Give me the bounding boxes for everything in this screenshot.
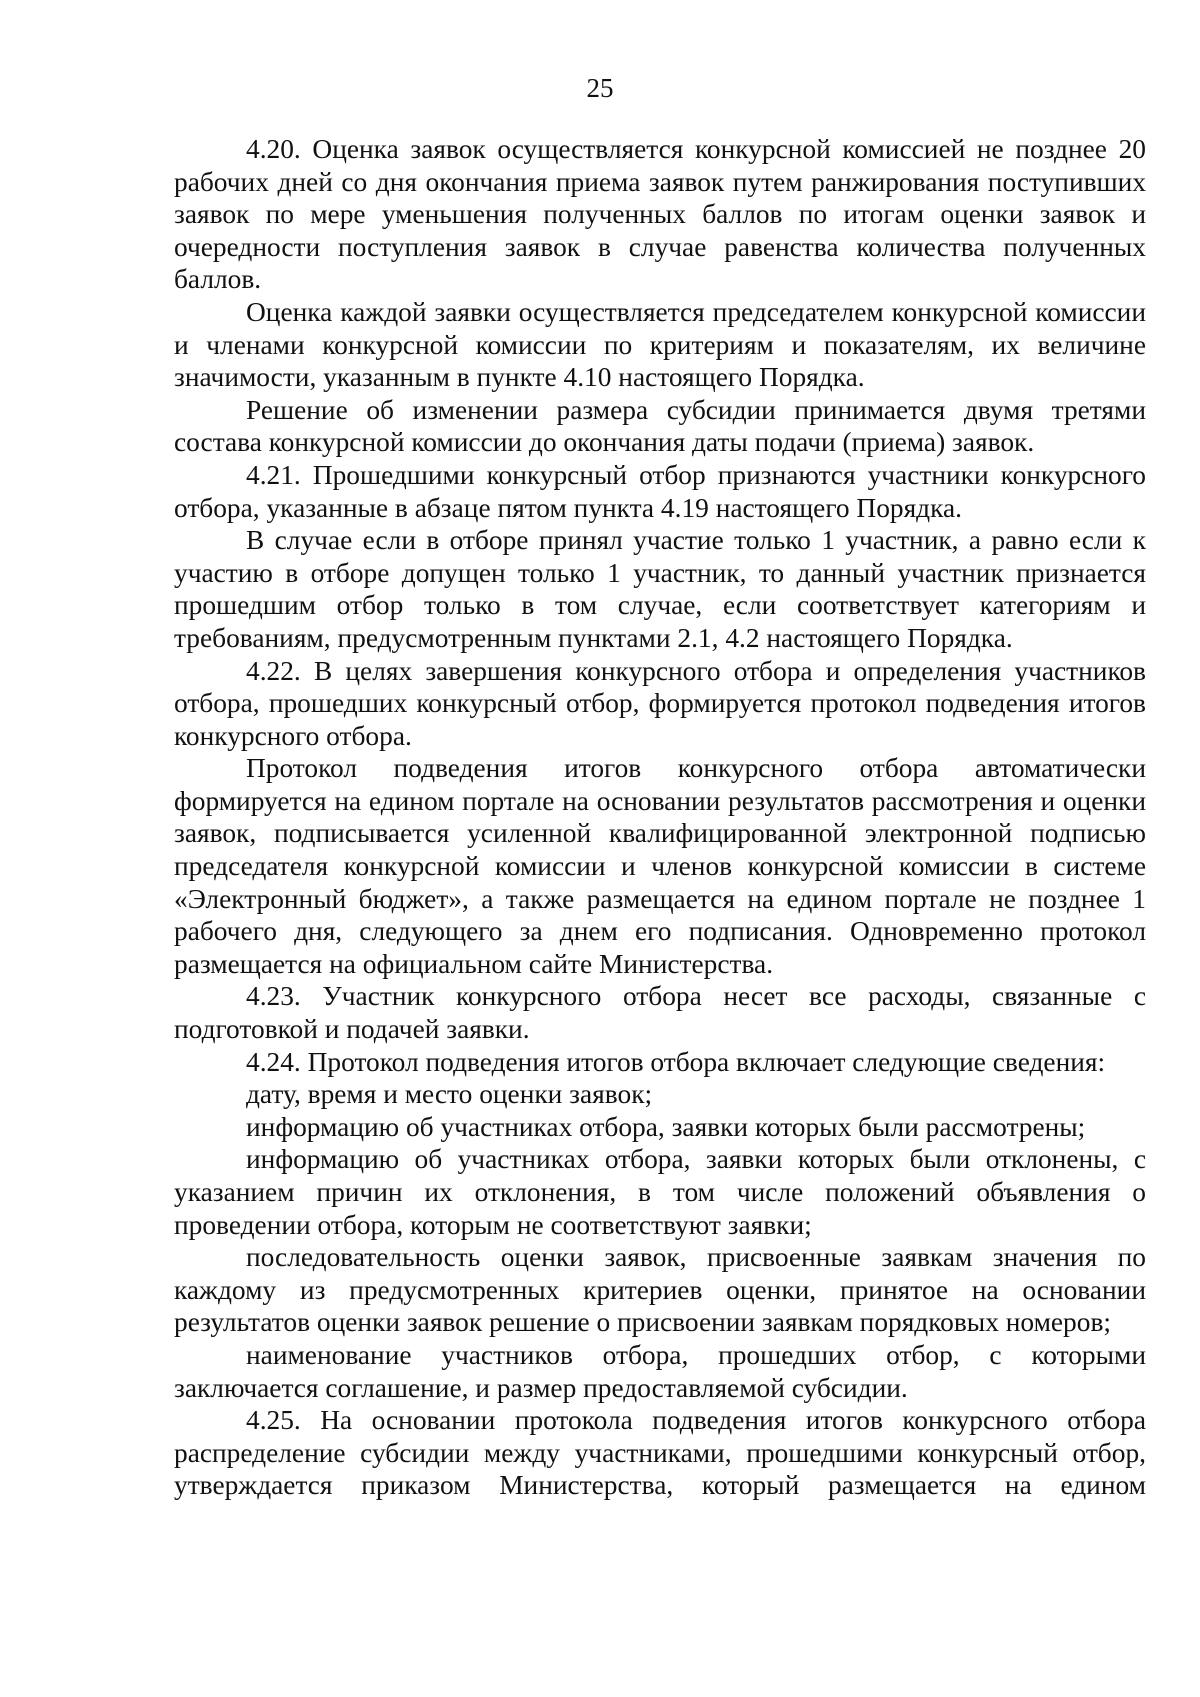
paragraph: 4.20. Оценка заявок осуществляется конкурсной комиссией не позднее 20 рабочих дней со дня окончания приема заявок путем ранжирования поступивших заявок по мере уменьшения полученных баллов по итогам оценки заявок и очередности поступления заявок в случае равенства количества полученных баллов. (174, 134, 1146, 295)
paragraph: 4.22. В целях завершения конкурсного отбора и определения участников отбора, прошедших конкурсный отбор, формируется протокол подведения итогов конкурсного отбора. (174, 655, 1146, 751)
paragraph: Протокол подведения итогов конкурсного отбора автоматически формируется на едином портале на основании результатов рассмотрения и оценки заявок, подписывается усиленной квалифицированной электронной подписью председателя конкурсной комиссии и членов конкурсной комиссии в системе «Электронный бюджет», а также размещается на едином портале не позднее 1 рабочего дня, следующего за днем его подписания. Одновременно протокол размещается на официальном сайте Министерства. (174, 753, 1146, 979)
document-body (174, 133, 1146, 1502)
page-number: 25 (586, 73, 614, 103)
paragraph: последовательность оценки заявок, присвоенные заявкам значения по каждому из предусмотренных критериев оценки, принятое на основании результатов оценки заявок решение о присвоении заявкам порядковых номеров; (174, 1242, 1146, 1338)
paragraph: 4.24. Протокол подведения итогов отбора включает следующие сведения: (246, 1046, 1106, 1077)
paragraph: В случае если в отборе принял участие только 1 участник, а равно если к участию в отборе допущен только 1 участник, то данный участник признается прошедшим отбор только в том случае, если соответствует категориям и требованиям, предусмотренным пунктами 2.1, 4.2 настоящего Порядка. (174, 525, 1146, 653)
paragraph: дату, время и место оценки заявок; (246, 1079, 653, 1110)
paragraph: 4.25. На основании протокола подведения итогов конкурсного отбора распределение субсидии между участниками, прошедшими конкурсный отбор, утверждается приказом Министерства, который размещается на едином (174, 1405, 1146, 1501)
paragraph: 4.23. Участник конкурсного отбора несет все расходы, связанные с подготовкой и подачей заявки. (174, 981, 1146, 1045)
paragraph: 4.21. Прошедшими конкурсный отбор признаются участники конкурсного отбора, указанные в абзаце пятом пункта 4.19 настоящего Порядка. (174, 459, 1146, 523)
paragraph: информацию об участниках отбора, заявки которых были отклонены, с указанием причин их отклонения, в том числе положений объявления о проведении отбора, которым не соответствуют заявки; (174, 1144, 1146, 1240)
paragraph: наименование участников отбора, прошедших отбор, с которыми заключается соглашение, и размер предоставляемой субсидии. (174, 1339, 1146, 1403)
paragraph: Решение об изменении размера субсидии принимается двумя третями состава конкурсной комиссии до окончания даты подачи (приема) заявок. (174, 394, 1146, 458)
paragraph: информацию об участниках отбора, заявки которых были рассмотрены; (246, 1111, 1086, 1142)
paragraph: Оценка каждой заявки осуществляется председателем конкурсной комиссии и членами конкурсной комиссии по критериям и показателям, их величине значимости, указанным в пункте 4.10 настоящего Порядка. (174, 296, 1146, 393)
